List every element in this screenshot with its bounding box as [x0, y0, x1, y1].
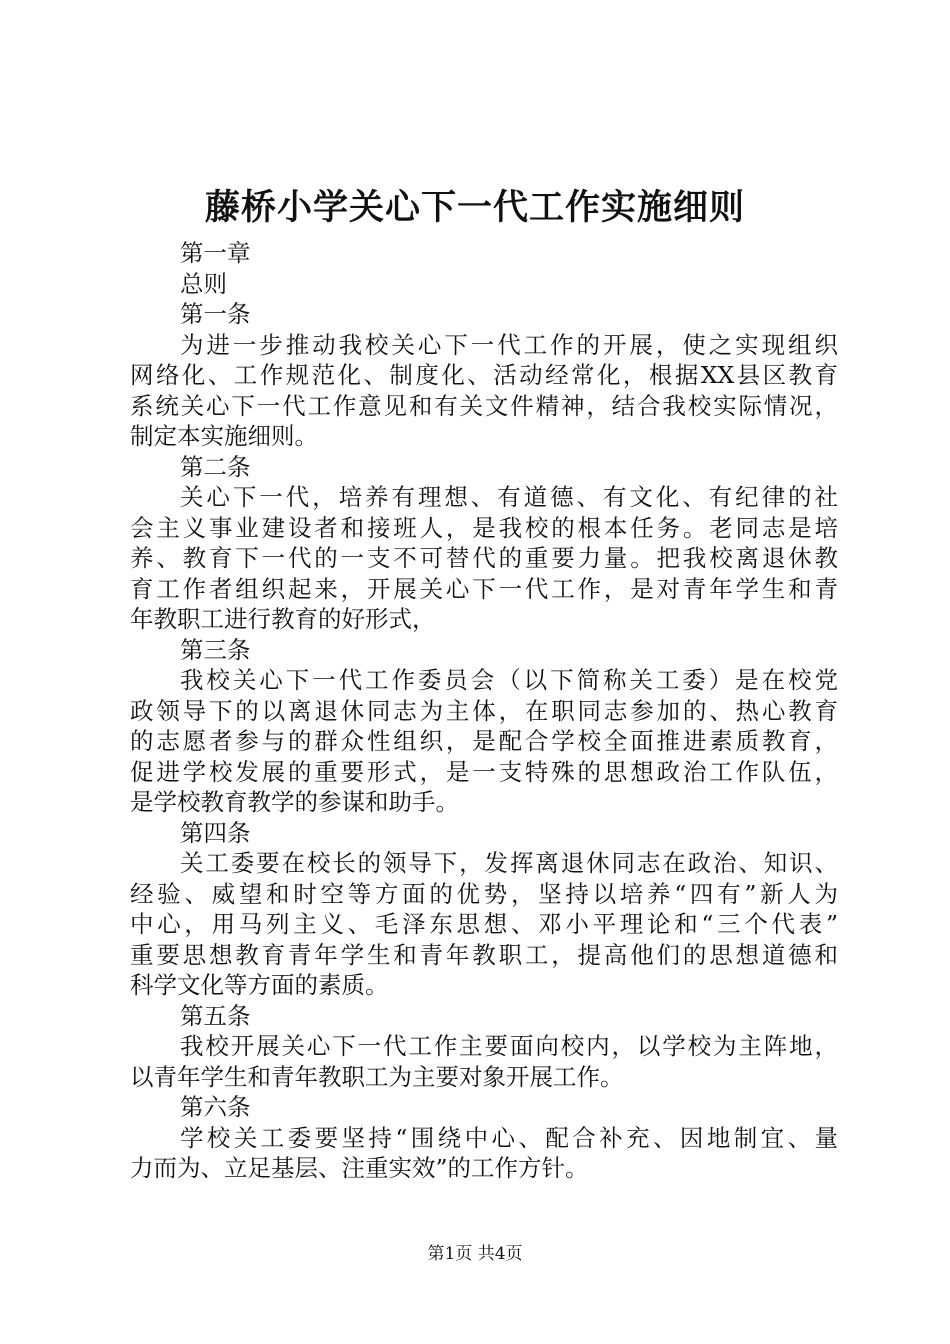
section-heading: 总则: [180, 269, 227, 298]
paragraph-line: 会主义事业建设者和接班人，是我校的根本任务。老同志是培: [130, 513, 838, 542]
paragraph-line: 科学文化等方面的素质。: [130, 971, 389, 999]
document-body: [130, 238, 838, 1184]
paragraph-line: 以青年学生和青年教职工为主要对象开展工作。: [130, 1062, 624, 1091]
paragraph-line: 力而为、立足基层、注重实效”的工作方针。: [130, 1154, 589, 1182]
section-heading: 第五条: [180, 1001, 251, 1030]
paragraph-line: 关心下一代，培养有理想、有道德、有文化、有纪律的社: [180, 483, 838, 511]
paragraph-line: 学校关工委要坚持“围绕中心、配合补充、因地制宜、量: [180, 1123, 838, 1152]
paragraph-line: 年教职工进行教育的好形式，: [130, 605, 436, 633]
paragraph-line: 中心，用马列主义、毛泽东思想、邓小平理论和“三个代表”: [130, 910, 838, 938]
paragraph-line: 制定本实施细则。: [130, 422, 318, 450]
paragraph-line: 育工作者组织起来，开展关心下一代工作，是对青年学生和青: [130, 574, 838, 603]
document-title: 藤桥小学关心下一代工作实施细则: [204, 188, 745, 228]
paragraph-line: 关工委要在校长的领导下，发挥离退休同志在政治、知识、: [180, 849, 838, 877]
paragraph-line: 政领导下的以离退休同志为主体，在职同志参加的、热心教育: [130, 696, 838, 725]
paragraph-line: 网络化、工作规范化、制度化、活动经常化，根据XX县区教育: [130, 361, 838, 389]
section-heading: 第二条: [180, 452, 251, 481]
section-heading: 第六条: [180, 1093, 251, 1121]
paragraph-line: 的志愿者参与的群众性组织，是配合学校全面推进素质教育，: [130, 727, 838, 755]
page-footer: 第1页 共4页: [427, 1244, 523, 1264]
paragraph-line: 重要思想教育青年学生和青年教职工，提高他们的思想道德和: [130, 940, 838, 969]
paragraph-line: 养、教育下一代的一支不可替代的重要力量。把我校离退休教: [130, 544, 838, 572]
paragraph-line: 我校关心下一代工作委员会（以下简称关工委）是在校党: [180, 666, 838, 694]
paragraph-line: 促进学校发展的重要形式，是一支特殊的思想政治工作队伍，: [130, 757, 838, 786]
paragraph-line: 系统关心下一代工作意见和有关文件精神，结合我校实际情况，: [130, 391, 838, 420]
paragraph-line: 经验、威望和时空等方面的优势，坚持以培养“四有”新人为: [130, 879, 838, 908]
paragraph-line: 为进一步推动我校关心下一代工作的开展，使之实现组织: [180, 330, 838, 359]
section-heading: 第三条: [180, 635, 251, 664]
section-heading: 第四条: [180, 818, 251, 847]
paragraph-line: 是学校教育教学的参谋和助手。: [130, 788, 459, 816]
paragraph-line: 我校开展关心下一代工作主要面向校内，以学校为主阵地，: [180, 1032, 838, 1060]
section-heading: 第一条: [180, 300, 251, 328]
section-heading: 第一章: [180, 239, 251, 267]
